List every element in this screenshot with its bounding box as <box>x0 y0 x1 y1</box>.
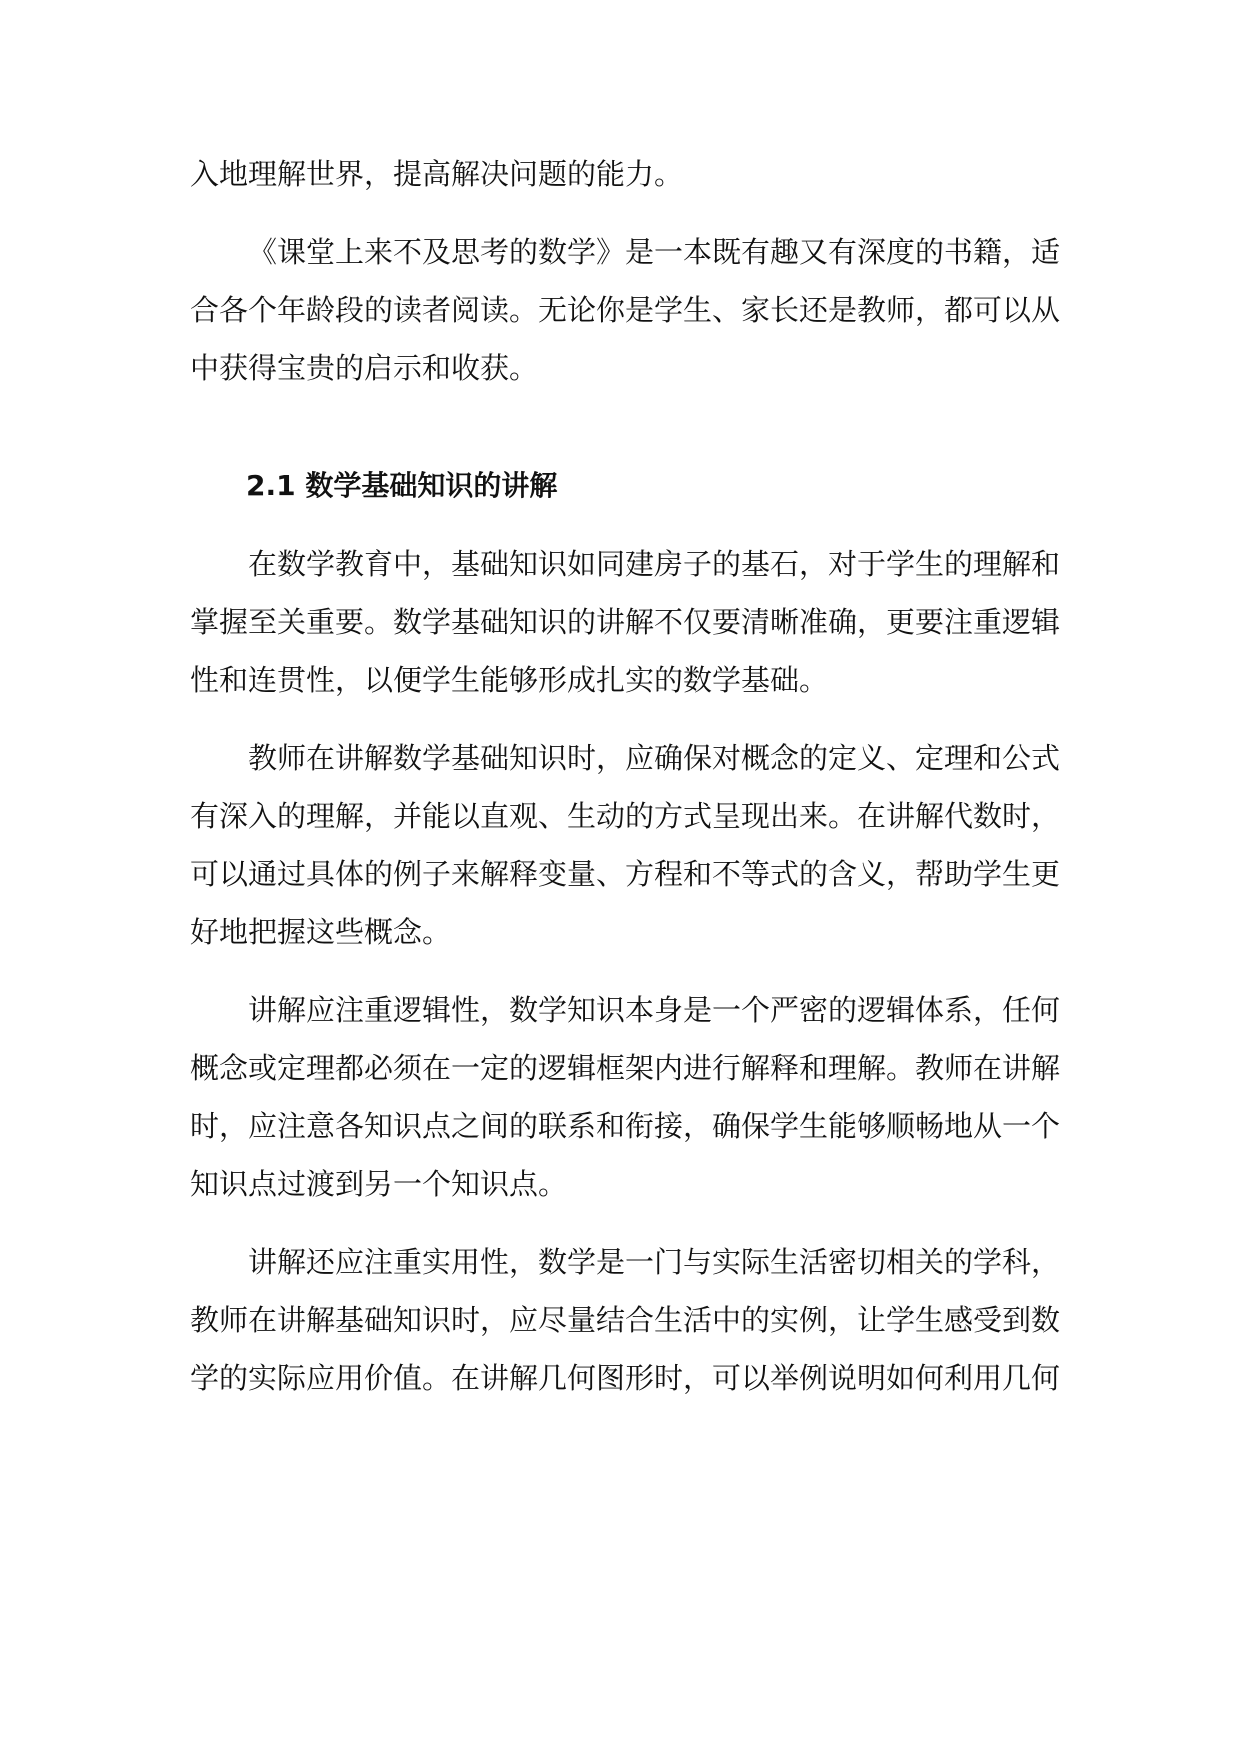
paragraph-line: 掌握至关重要。数学基础知识的讲解不仅要清晰准确，更要注重逻辑 <box>190 605 1061 639</box>
paragraph-line: 在数学教育中，基础知识如同建房子的基石，对于学生的理解和 <box>248 547 1061 581</box>
paragraph-line: 讲解应注重逻辑性，数学知识本身是一个严密的逻辑体系，任何 <box>248 993 1061 1027</box>
paragraph-line: 好地把握这些概念。 <box>190 915 452 949</box>
paragraph-line: 讲解还应注重实用性，数学是一门与实际生活密切相关的学科， <box>248 1245 1061 1279</box>
paragraph-line: 性和连贯性，以便学生能够形成扎实的数学基础。 <box>190 663 829 697</box>
paragraph-line: 教师在讲解数学基础知识时，应确保对概念的定义、定理和公式 <box>248 741 1061 775</box>
paragraph-line: 时，应注意各知识点之间的联系和衔接，确保学生能够顺畅地从一个 <box>190 1109 1061 1143</box>
paragraph-line: 可以通过具体的例子来解释变量、方程和不等式的含义，帮助学生更 <box>190 857 1061 891</box>
paragraph-line: 学的实际应用价值。在讲解几何图形时，可以举例说明如何利用几何 <box>190 1361 1061 1395</box>
paragraph-line: 知识点过渡到另一个知识点。 <box>190 1167 568 1201</box>
paragraph-line: 《课堂上来不及思考的数学》是一本既有趣又有深度的书籍，适 <box>248 235 1061 269</box>
paragraph-line: 合各个年龄段的读者阅读。无论你是学生、家长还是教师，都可以从 <box>190 293 1061 327</box>
paragraph-line: 中获得宝贵的启示和收获。 <box>190 351 539 385</box>
paragraph-line: 入地理解世界，提高解决问题的能力。 <box>190 157 684 191</box>
paragraph-line: 概念或定理都必须在一定的逻辑框架内进行解释和理解。教师在讲解 <box>190 1051 1061 1085</box>
paragraph-line: 教师在讲解基础知识时，应尽量结合生活中的实例，让学生感受到数 <box>190 1303 1061 1337</box>
section-heading: 2.1 数学基础知识的讲解 <box>246 469 558 502</box>
document-body <box>190 145 1060 1407</box>
paragraph-line: 有深入的理解，并能以直观、生动的方式呈现出来。在讲解代数时， <box>190 799 1061 833</box>
